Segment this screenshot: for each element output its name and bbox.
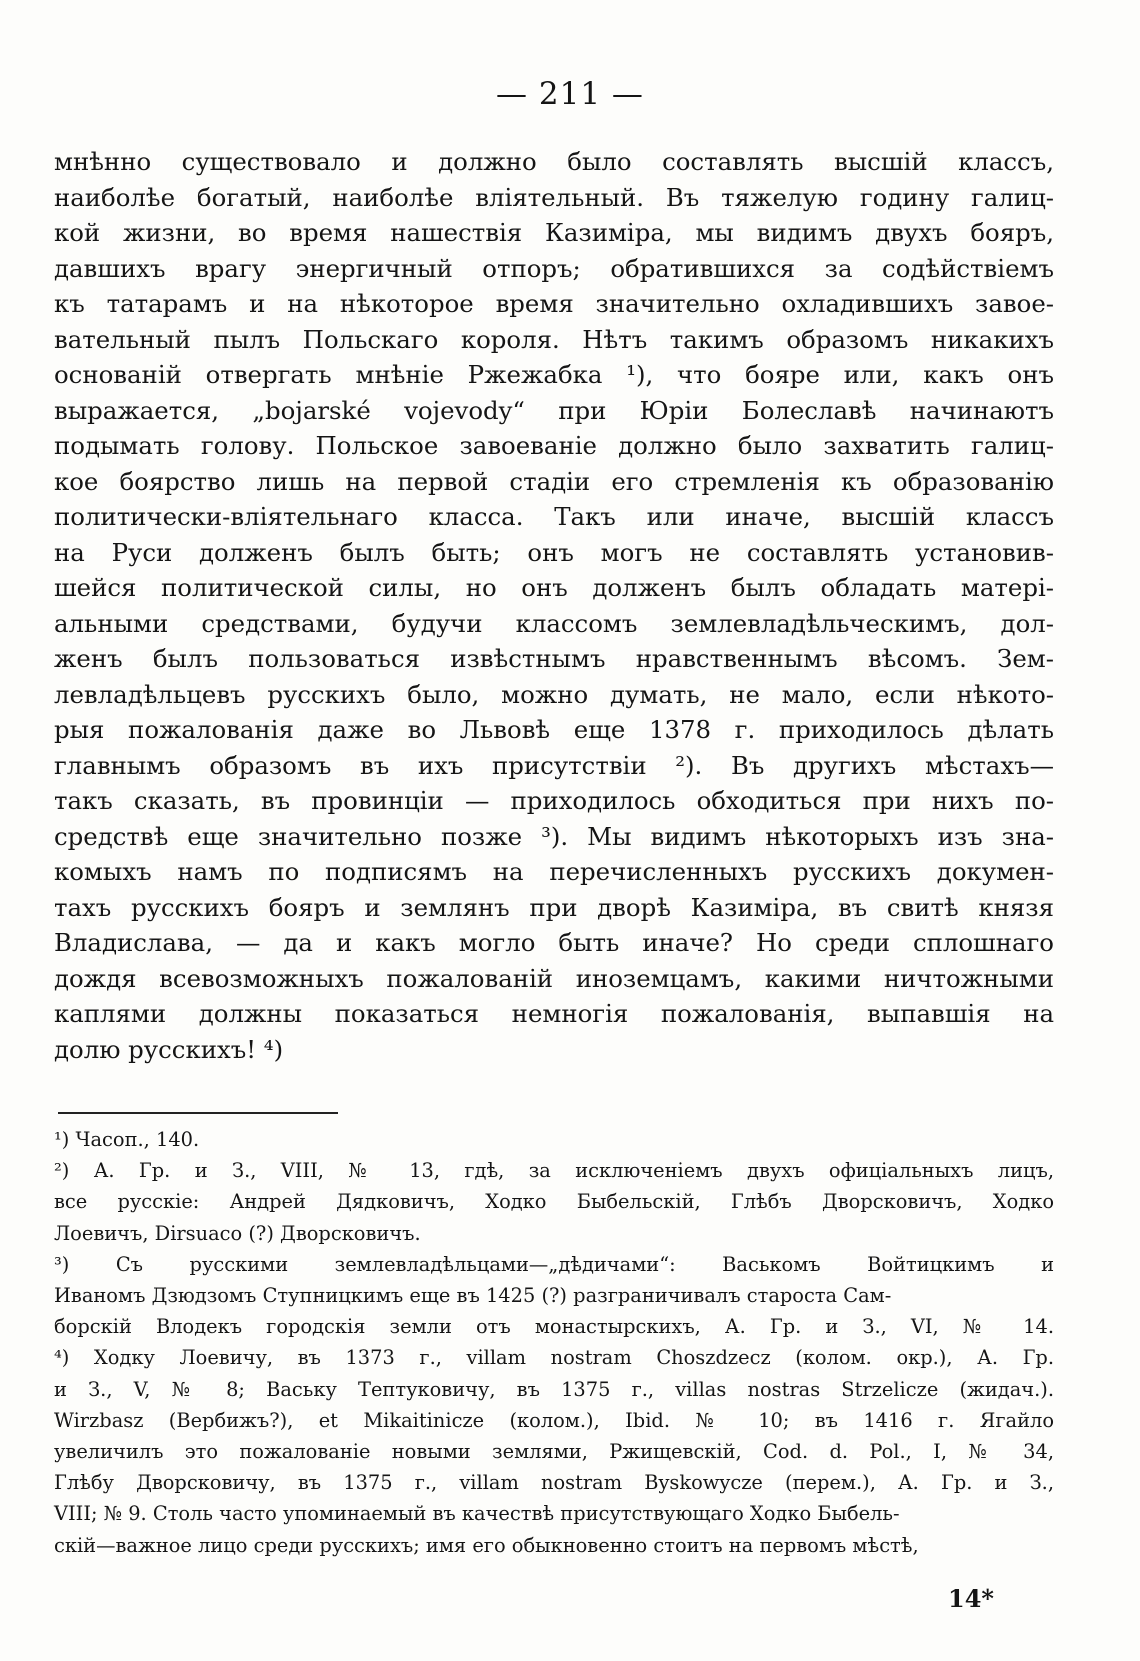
text-line: средствѣ еще значительно позже ³). Мы видимъ нѣкоторыхъ изъ зна-: [54, 821, 1054, 851]
text-line: каплями должны показаться немногія пожалованія, выпавшія на: [54, 999, 1054, 1028]
footnote-line: Wirzbasz (Вербижъ?), et Mikaitinicze (колом.), Ibid. № 10; въ 1416 г. Ягайло: [54, 1408, 1054, 1432]
footnote-line: Иваномъ Дзюдзомъ Ступницкимъ еще въ 1425 (?) разграничивалъ староста Сам-: [54, 1284, 892, 1308]
text-line: кое боярство лишь на первой стадіи его стремленія къ образованію: [54, 466, 1054, 496]
footnote-line: ²) А. Гр. и З., VIII, № 13, гдѣ, за исключеніемъ двухъ офиціальныхъ лицъ,: [54, 1159, 1054, 1183]
text-line: дождя всевозможныхъ пожалованій иноземцамъ, какими ничтожными: [54, 963, 1054, 993]
text-line: Владислава, — да и какъ могло быть иначе? Но среди сплошнаго: [54, 928, 1054, 957]
footnote-line: и З., V, № 8; Ваську Тептуковичу, въ 1375 г., villas nostras Strzelicze (жидач.).: [54, 1377, 1054, 1401]
footnote-line: VIII; № 9. Столь часто упоминаемый въ качествѣ присутствующаго Ходко Быбель-: [54, 1502, 900, 1526]
footnotes-block: [54, 1124, 1054, 1561]
text-line: вательный пылъ Польскаго короля. Нѣтъ такимъ образомъ никакихъ: [54, 324, 1054, 354]
footnote-separator: [58, 1112, 338, 1114]
footnote-line: ¹) Часоп., 140.: [54, 1128, 200, 1151]
text-line: на Руси долженъ былъ быть; онъ могъ не составлять установив-: [54, 537, 1054, 567]
text-line: главнымъ образомъ въ ихъ присутствіи ²). Въ другихъ мѣстахъ—: [54, 750, 1054, 780]
text-line: комыхъ намъ по подписямъ на перечисленныхъ русскихъ докумен-: [54, 857, 1054, 886]
page-number-header: — 211 —: [496, 76, 644, 112]
footnote-line: скій—важное лицо среди русскихъ; имя его обыкновенно стоитъ на первомъ мѣстѣ,: [54, 1533, 919, 1557]
footnote-line: увеличилъ это пожалованіе новыми землями, Ржищевскій, Cod. d. Pol., I, № 34,: [54, 1440, 1054, 1464]
footnote-line: ⁴) Ходку Лоевичу, въ 1373 г., villam nostram Choszdzecz (колом. окр.), А. Гр.: [54, 1346, 1054, 1370]
text-line: политически-вліятельнаго класса. Такъ или иначе, высшій классъ: [54, 502, 1054, 531]
footnote-line: все русскіе: Андрей Дядковичъ, Ходко Быбельскій, Глѣбъ Дворсковичъ, Ходко: [54, 1190, 1054, 1214]
text-line: тахъ русскихъ бояръ и землянъ при дворѣ Казиміра, въ свитѣ князя: [54, 892, 1054, 922]
main-text-block: [54, 144, 1054, 1067]
text-line: рыя пожалованія даже во Львовѣ еще 1378 г. приходилось дѣлать: [54, 715, 1054, 744]
text-line: долю русскихъ! ⁴): [54, 1034, 284, 1064]
text-line: наиболѣе богатый, наиболѣе вліятельный. Въ тяжелую годину галиц-: [54, 182, 1054, 212]
text-line: давшихъ врагу энергичный отпоръ; обратившихся за содѣйствіемъ: [54, 253, 1054, 283]
text-line: выражается, „bojarské vojevody“ при Юріи Болеславѣ начинаютъ: [54, 395, 1054, 425]
text-line: основаній отвергать мнѣніе Ржежабка ¹), что бояре или, какъ онъ: [54, 360, 1054, 389]
footnote-line: ³) Съ русскими землевладѣльцами—„дѣдичами“: Васькомъ Войтицкимъ и: [54, 1252, 1054, 1276]
text-line: левладѣльцевъ русскихъ было, можно думать, не мало, если нѣкото-: [54, 679, 1054, 709]
footnote-line: борскій Влодекъ городскія земли отъ монастырскихъ, А. Гр. и З., VI, № 14.: [54, 1315, 1054, 1339]
text-line: шейся политической силы, но онъ долженъ былъ обладать матері-: [54, 573, 1054, 602]
text-line: альными средствами, будучи классомъ землевладѣльческимъ, дол-: [54, 608, 1054, 638]
text-line: кой жизни, во время нашествія Казиміра, мы видимъ двухъ бояръ,: [54, 218, 1054, 247]
text-line: къ татарамъ и на нѣкоторое время значительно охладившихъ завое-: [54, 289, 1054, 318]
text-line: подымать голову. Польское завоеваніе должно было захватить галиц-: [54, 431, 1054, 460]
footnote-line: Глѣбу Дворсковичу, въ 1375 г., villam nostram Byskowycze (перем.), А. Гр. и З.,: [54, 1471, 1054, 1495]
text-line: такъ сказать, въ провинціи — приходилось обходиться при нихъ по-: [54, 786, 1054, 815]
text-line: женъ былъ пользоваться извѣстнымъ нравственнымъ вѣсомъ. Зем-: [54, 644, 1054, 673]
signature-mark: 14*: [948, 1584, 994, 1613]
text-line: мнѣнно существовало и должно было составлять высшій классъ,: [54, 147, 1054, 176]
footnote-line: Лоевичъ, Dirsuaco (?) Дворсковичъ.: [54, 1221, 421, 1245]
